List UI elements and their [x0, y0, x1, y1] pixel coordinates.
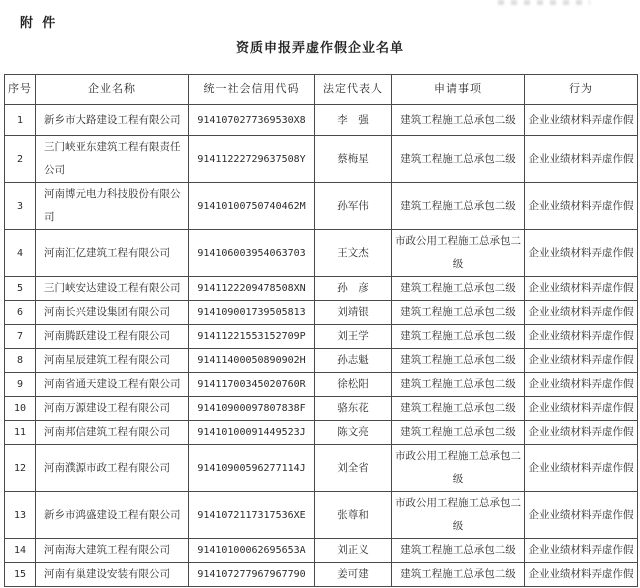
- cell-matter: 建筑工程施工总承包二级: [392, 349, 525, 373]
- cell-no: 14: [5, 539, 36, 563]
- cell-no: 7: [5, 325, 36, 349]
- cell-matter: 建筑工程施工总承包二级: [392, 105, 525, 136]
- cell-name: 三门峡亚东建筑工程有限责任公司: [36, 136, 189, 183]
- cell-name: 河南博元电力科技股份有限公司: [36, 183, 189, 230]
- cell-code: 9141122209478508XN: [189, 277, 315, 301]
- cell-behavior: 企业业绩材料弄虚作假: [525, 183, 638, 230]
- cell-matter: 建筑工程施工总承包二级: [392, 421, 525, 445]
- cell-no: 6: [5, 301, 36, 325]
- cell-name: 河南长兴建设集团有限公司: [36, 301, 189, 325]
- table-row: [5, 563, 638, 587]
- cell-name: 河南有巢建设安装有限公司: [36, 563, 189, 587]
- cell-rep: 徐松阳: [315, 373, 392, 397]
- cell-matter: 市政公用工程施工总承包二级: [392, 230, 525, 277]
- cell-rep: 陈文亮: [315, 421, 392, 445]
- cell-name: 新乡市鸿盛建设工程有限公司: [36, 492, 189, 539]
- cell-behavior: 企业业绩材料弄虚作假: [525, 397, 638, 421]
- cell-no: 4: [5, 230, 36, 277]
- cell-code: 91410100750740462M: [189, 183, 315, 230]
- cell-behavior: 企业业绩材料弄虚作假: [525, 492, 638, 539]
- table-row: [5, 445, 638, 492]
- cell-rep: 蔡梅星: [315, 136, 392, 183]
- cell-code: 914106003954063703: [189, 230, 315, 277]
- cell-code: 9141070277369530X8: [189, 105, 315, 136]
- column-header-code: 统一社会信用代码: [189, 75, 315, 105]
- cell-code: 91411700345020760R: [189, 373, 315, 397]
- page-title: 资质申报弄虚作假企业名单: [235, 40, 404, 55]
- cell-behavior: 企业业绩材料弄虚作假: [525, 421, 638, 445]
- cell-matter: 市政公用工程施工总承包二级: [392, 492, 525, 539]
- cell-behavior: 企业业绩材料弄虚作假: [525, 301, 638, 325]
- cell-no: 2: [5, 136, 36, 183]
- cell-name: 河南海大建筑工程有限公司: [36, 539, 189, 563]
- cell-rep: 孙志魁: [315, 349, 392, 373]
- cell-no: 11: [5, 421, 36, 445]
- table-row: [5, 421, 638, 445]
- cell-behavior: 企业业绩材料弄虚作假: [525, 563, 638, 587]
- cell-behavior: 企业业绩材料弄虚作假: [525, 539, 638, 563]
- cell-no: 3: [5, 183, 36, 230]
- cell-behavior: 企业业绩材料弄虚作假: [525, 373, 638, 397]
- cell-no: 5: [5, 277, 36, 301]
- column-header-behavior: 行为: [525, 75, 638, 105]
- cell-name: 三门峡安达建设工程有限公司: [36, 277, 189, 301]
- cell-matter: 建筑工程施工总承包二级: [392, 301, 525, 325]
- cell-behavior: 企业业绩材料弄虚作假: [525, 136, 638, 183]
- cell-behavior: 企业业绩材料弄虚作假: [525, 105, 638, 136]
- cell-name: 新乡市大路建设工程有限公司: [36, 105, 189, 136]
- table-row: [5, 183, 638, 230]
- cell-behavior: 企业业绩材料弄虚作假: [525, 349, 638, 373]
- table-row: [5, 492, 638, 539]
- cell-matter: 建筑工程施工总承包二级: [392, 397, 525, 421]
- attachment-label: 附 件: [20, 15, 59, 30]
- table-row: [5, 301, 638, 325]
- cell-code: 91410100062695653A: [189, 539, 315, 563]
- table-row: [5, 373, 638, 397]
- cell-no: 1: [5, 105, 36, 136]
- cell-behavior: 企业业绩材料弄虚作假: [525, 445, 638, 492]
- cell-rep: 孙军伟: [315, 183, 392, 230]
- column-header-name: 企业名称: [36, 75, 189, 105]
- cell-code: 91411222729637508Y: [189, 136, 315, 183]
- table-row: [5, 397, 638, 421]
- cell-code: 91410900596277114J: [189, 445, 315, 492]
- cell-matter: 建筑工程施工总承包二级: [392, 539, 525, 563]
- cell-behavior: 企业业绩材料弄虚作假: [525, 230, 638, 277]
- cell-behavior: 企业业绩材料弄虚作假: [525, 277, 638, 301]
- cell-matter: 建筑工程施工总承包二级: [392, 325, 525, 349]
- cell-name: 河南邦信建筑工程有限公司: [36, 421, 189, 445]
- cell-rep: 刘靖银: [315, 301, 392, 325]
- cell-no: 10: [5, 397, 36, 421]
- cell-code: 91410100091449523J: [189, 421, 315, 445]
- cell-code: 9141072117317536XE: [189, 492, 315, 539]
- table-row: [5, 325, 638, 349]
- cell-rep: 孙 彦: [315, 277, 392, 301]
- cell-name: 河南万源建设工程有限公司: [36, 397, 189, 421]
- cell-no: 15: [5, 563, 36, 587]
- cell-behavior: 企业业绩材料弄虚作假: [525, 325, 638, 349]
- cell-name: 河南腾跃建设工程有限公司: [36, 325, 189, 349]
- cell-rep: 王文杰: [315, 230, 392, 277]
- cell-name: 河南濮源市政工程有限公司: [36, 445, 189, 492]
- cell-no: 12: [5, 445, 36, 492]
- column-header-matter: 申请事项: [392, 75, 525, 105]
- cell-rep: 刘王学: [315, 325, 392, 349]
- cell-code: 914109001739505813: [189, 301, 315, 325]
- table-header-row: [5, 75, 638, 105]
- clipped-text-artifact: [498, 0, 590, 5]
- enterprise-table: [4, 74, 638, 587]
- table-row: [5, 230, 638, 277]
- cell-code: 91411400050890902H: [189, 349, 315, 373]
- cell-name: 河南汇亿建筑工程有限公司: [36, 230, 189, 277]
- table-row: [5, 349, 638, 373]
- cell-matter: 市政公用工程施工总承包二级: [392, 445, 525, 492]
- cell-no: 9: [5, 373, 36, 397]
- cell-matter: 建筑工程施工总承包二级: [392, 373, 525, 397]
- cell-matter: 建筑工程施工总承包二级: [392, 136, 525, 183]
- cell-matter: 建筑工程施工总承包二级: [392, 563, 525, 587]
- cell-matter: 建筑工程施工总承包二级: [392, 183, 525, 230]
- cell-rep: 张尊和: [315, 492, 392, 539]
- cell-no: 13: [5, 492, 36, 539]
- cell-matter: 建筑工程施工总承包二级: [392, 277, 525, 301]
- table-row: [5, 105, 638, 136]
- cell-code: 91411221553152709P: [189, 325, 315, 349]
- cell-name: 河南省通天建设工程有限公司: [36, 373, 189, 397]
- cell-rep: 刘正义: [315, 539, 392, 563]
- cell-rep: 李 强: [315, 105, 392, 136]
- table-row: [5, 539, 638, 563]
- column-header-rep: 法定代表人: [315, 75, 392, 105]
- table-row: [5, 277, 638, 301]
- cell-rep: 刘全省: [315, 445, 392, 492]
- column-header-no: 序号: [5, 75, 36, 105]
- table-row: [5, 136, 638, 183]
- cell-no: 8: [5, 349, 36, 373]
- cell-code: 914107277967967790: [189, 563, 315, 587]
- cell-code: 91410900097807838F: [189, 397, 315, 421]
- cell-rep: 姜可建: [315, 563, 392, 587]
- cell-rep: 骆东花: [315, 397, 392, 421]
- cell-name: 河南星辰建筑工程有限公司: [36, 349, 189, 373]
